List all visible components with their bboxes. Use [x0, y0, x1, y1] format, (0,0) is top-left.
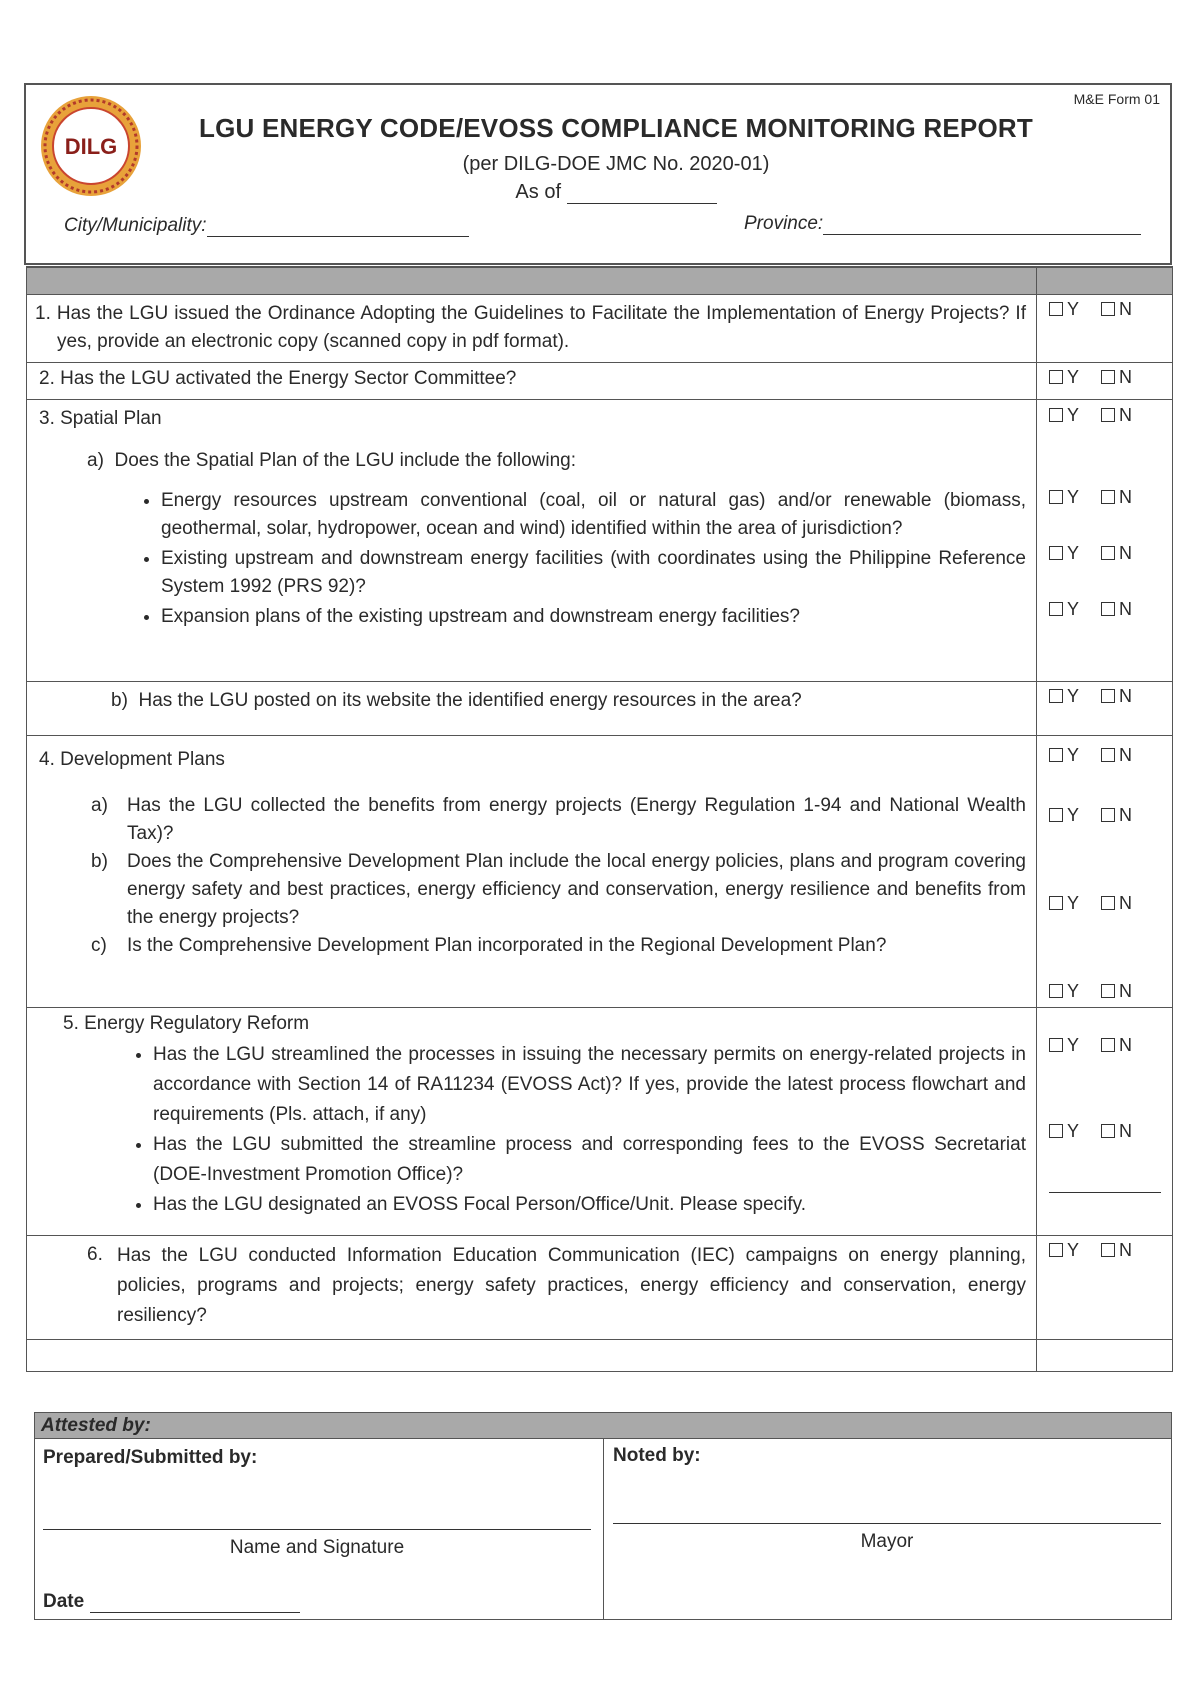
- yn-checkbox-pair[interactable]: Y N: [1049, 1120, 1132, 1142]
- svg-text:DILG: DILG: [64, 134, 118, 159]
- checkbox-yes[interactable]: [1049, 408, 1063, 422]
- noted-by-label: Noted by:: [613, 1445, 701, 1466]
- yn-checkbox-pair[interactable]: Y N: [1049, 1239, 1172, 1261]
- checkbox-no[interactable]: [1101, 408, 1115, 422]
- answer-cell-3b: [1037, 682, 1173, 736]
- checkbox-no[interactable]: [1101, 546, 1115, 560]
- list-item: b) Does the Comprehensive Development Plan include the local energy policies, plans and program covering energy safety and best practices, energy efficiency and conservation, energy resilience and benefits from the energy projects?: [91, 851, 1026, 928]
- list-item: • Has the LGU streamlined the processes in issuing the necessary permits on energy-related projects in accordance with Section 14 of RA11234 (EVOSS Act)? If yes, provide the latest process flowchart and requirements (Pls. attach, if any): [153, 1040, 1026, 1130]
- attested-by-title: Attested by:: [35, 1413, 1171, 1439]
- answer-cell-6: [1037, 1236, 1173, 1340]
- checkbox-yes[interactable]: [1049, 808, 1063, 822]
- checkbox-yes[interactable]: [1049, 370, 1063, 384]
- list-item: • Existing upstream and downstream energy facilities (with coordinates using the Philippine Reference System 1992 (PRS 92)?: [161, 545, 1026, 601]
- answer-cell-2: [1037, 363, 1173, 400]
- question-3a-text: Does the Spatial Plan of the LGU include the following:: [114, 450, 577, 471]
- checkbox-no[interactable]: [1101, 1124, 1115, 1138]
- focal-person-specify-line[interactable]: [1049, 1192, 1161, 1193]
- list-item: • Expansion plans of the existing upstream and downstream energy facilities?: [161, 603, 1026, 631]
- question-3b: [27, 682, 1037, 736]
- question-4-cell: [27, 736, 1037, 1008]
- dilg-logo: [38, 93, 144, 199]
- form-code: M&E Form 01: [1073, 91, 1160, 107]
- checkbox-yes[interactable]: [1049, 602, 1063, 616]
- question-6: [87, 1241, 1026, 1331]
- list-item: • Has the LGU designated an EVOSS Focal Person/Office/Unit. Please specify.: [153, 1190, 1026, 1220]
- mayor-caption: Mayor: [860, 1531, 914, 1552]
- question-row-3b: [27, 682, 1173, 736]
- checkbox-no[interactable]: [1101, 984, 1115, 998]
- yn-checkbox-pair[interactable]: Y N: [1049, 980, 1132, 1002]
- yn-checkbox-pair[interactable]: Y N: [1049, 804, 1132, 826]
- question-row-5: [27, 1008, 1173, 1236]
- yn-checkbox-pair[interactable]: Y N: [1049, 598, 1132, 620]
- question-4-title: 4. Development Plans: [39, 749, 225, 770]
- checkbox-no[interactable]: [1101, 1038, 1115, 1052]
- as-of-input-line[interactable]: [567, 185, 717, 204]
- question-row-1: [27, 295, 1173, 363]
- attestation-divider: [603, 1439, 604, 1619]
- question-3-cell: [27, 400, 1037, 682]
- question-4-items: [91, 792, 1026, 960]
- checkbox-yes[interactable]: [1049, 896, 1063, 910]
- list-item: • Energy resources upstream conventional (coal, oil or natural gas) and/or renewable (biomass, geothermal, solar, hydropower, ocean and wind) identified within the area of jurisdiction?: [161, 487, 1026, 543]
- name-and-signature-caption: Name and Signature: [229, 1537, 405, 1558]
- checkbox-no[interactable]: [1101, 1243, 1115, 1257]
- questions-table: [26, 266, 1173, 1372]
- question-row-2: [27, 363, 1173, 400]
- answer-cell-1: [1037, 295, 1173, 363]
- province-field: [744, 213, 1141, 235]
- table-header-bar: [27, 267, 1173, 295]
- checkbox-yes[interactable]: [1049, 490, 1063, 504]
- checkbox-yes[interactable]: [1049, 689, 1063, 703]
- answer-cell-3: [1037, 400, 1173, 682]
- question-3a-bullets: [139, 487, 1026, 631]
- list-item: a) Has the LGU collected the benefits from energy projects (Energy Regulation 1-94 and National Wealth Tax)?: [91, 795, 1026, 844]
- question-3b-text: Has the LGU posted on its website the identified energy resources in the area?: [138, 690, 802, 711]
- city-label: City/Municipality:: [64, 215, 207, 236]
- yn-checkbox-pair[interactable]: Y N: [1049, 542, 1132, 564]
- yn-checkbox-pair[interactable]: Y N: [1049, 744, 1132, 766]
- yn-checkbox-pair[interactable]: Y N: [1049, 685, 1172, 707]
- checkbox-yes[interactable]: [1049, 748, 1063, 762]
- checkbox-no[interactable]: [1101, 748, 1115, 762]
- checkbox-no[interactable]: [1101, 896, 1115, 910]
- question-3-title: 3. Spatial Plan: [39, 408, 162, 429]
- report-subtitle: (per DILG-DOE JMC No. 2020-01): [462, 153, 770, 175]
- checkbox-no[interactable]: [1101, 490, 1115, 504]
- question-3a: [87, 447, 1026, 475]
- list-item: • Has the LGU submitted the streamline process and corresponding fees to the EVOSS Secretariat (DOE-Investment Promotion Office)?: [153, 1130, 1026, 1190]
- date-label: Date: [43, 1591, 85, 1612]
- yn-checkbox-pair[interactable]: Y N: [1049, 298, 1172, 320]
- question-row-3: [27, 400, 1173, 682]
- checkbox-yes[interactable]: [1049, 1124, 1063, 1138]
- prepared-signature-line[interactable]: [43, 1529, 591, 1530]
- province-label: Province:: [744, 213, 824, 234]
- question-5-bullets: [123, 1040, 1026, 1220]
- province-input-line[interactable]: [823, 216, 1141, 235]
- question-3b-letter: b): [111, 690, 128, 711]
- answer-cell-4: [1037, 736, 1173, 1008]
- as-of-label: As of: [515, 181, 561, 203]
- checkbox-yes[interactable]: [1049, 1243, 1063, 1257]
- list-item: c) Is the Comprehensive Development Plan incorporated in the Regional Development Plan?: [91, 935, 887, 956]
- question-5-title: 5. Energy Regulatory Reform: [63, 1013, 310, 1034]
- city-input-line[interactable]: [207, 218, 469, 237]
- prepared-by-label: Prepared/Submitted by:: [43, 1447, 258, 1468]
- checkbox-yes[interactable]: [1049, 1038, 1063, 1052]
- yn-checkbox-pair[interactable]: Y N: [1049, 1034, 1132, 1056]
- yn-checkbox-pair[interactable]: Y N: [1049, 366, 1172, 388]
- yn-checkbox-pair[interactable]: Y N: [1049, 892, 1132, 914]
- yn-checkbox-pair[interactable]: Y N: [1049, 486, 1132, 508]
- question-3a-letter: a): [87, 450, 104, 471]
- checkbox-yes[interactable]: [1049, 984, 1063, 998]
- answer-cell-5: [1037, 1008, 1173, 1236]
- question-6-number: 6.: [87, 1244, 103, 1265]
- city-field: [64, 215, 469, 237]
- blank-row: [27, 1340, 1173, 1372]
- mayor-signature-line[interactable]: [613, 1523, 1161, 1524]
- checkbox-no[interactable]: [1101, 370, 1115, 384]
- checkbox-yes[interactable]: [1049, 302, 1063, 316]
- report-title: LGU ENERGY CODE/EVOSS COMPLIANCE MONITORING REPORT: [199, 113, 1033, 143]
- attestation-section: [34, 1412, 1172, 1620]
- question-2-text: 2. Has the LGU activated the Energy Sector Committee?: [27, 363, 1037, 400]
- yn-checkbox-pair[interactable]: Y N: [1049, 404, 1132, 426]
- checkbox-no[interactable]: [1101, 302, 1115, 316]
- form-header: [24, 83, 1172, 265]
- question-row-6: [27, 1236, 1173, 1340]
- date-input-line[interactable]: [90, 1596, 300, 1613]
- question-1-text: 1. Has the LGU issued the Ordinance Adopting the Guidelines to Facilitate the Implementation of Energy Projects? If yes, provide an electronic copy (scanned copy in pdf format).: [27, 295, 1037, 363]
- question-5-cell: [27, 1008, 1037, 1236]
- question-6-cell: [27, 1236, 1037, 1340]
- question-6-text: Has the LGU conducted Information Education Communication (IEC) campaigns on energy planning, policies, programs and projects; energy safety practices, energy efficiency and conservation, energy resiliency?: [117, 1245, 1026, 1326]
- date-field: [43, 1591, 300, 1613]
- question-row-4: [27, 736, 1173, 1008]
- as-of-field: [176, 181, 1056, 204]
- checkbox-no[interactable]: [1101, 602, 1115, 616]
- checkbox-no[interactable]: [1101, 808, 1115, 822]
- checkbox-no[interactable]: [1101, 689, 1115, 703]
- checkbox-yes[interactable]: [1049, 546, 1063, 560]
